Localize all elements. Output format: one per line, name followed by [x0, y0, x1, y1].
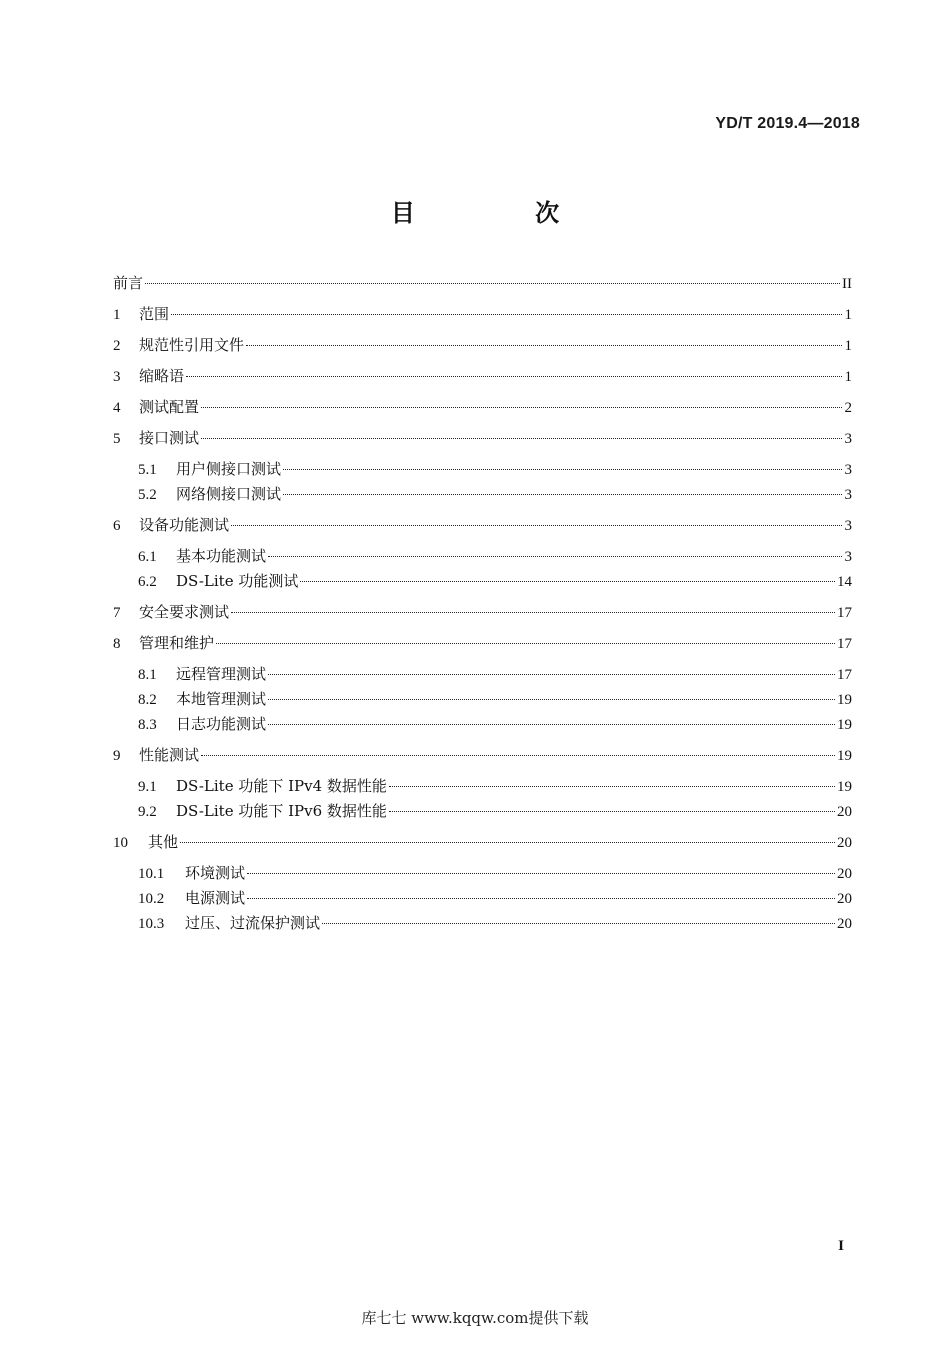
- toc-entry-label: 过压、过流保护测试: [185, 914, 321, 932]
- toc-entry-label: 日志功能测试: [176, 715, 267, 733]
- toc-leader-dots: [180, 842, 835, 843]
- toc-entry[interactable]: [138, 862, 852, 884]
- toc-entry-label: 测试配置: [139, 398, 200, 416]
- toc-entry-number: 7: [113, 605, 121, 621]
- toc-entry[interactable]: [138, 800, 852, 822]
- toc-entry[interactable]: [113, 831, 852, 853]
- toc-leader-dots: [268, 724, 835, 725]
- toc-leader-dots: [268, 556, 842, 557]
- toc-entry-page: 17: [837, 605, 852, 621]
- toc-entry-number: 3: [113, 369, 121, 385]
- toc-entry-label: 管理和维护: [139, 634, 215, 652]
- toc-leader-dots: [247, 873, 835, 874]
- toc-entry-number: 5.1: [138, 462, 157, 478]
- toc-entry-label: 用户侧接口测试: [176, 460, 282, 478]
- toc-entry-label: 安全要求测试: [139, 603, 230, 621]
- toc-entry-label: 远程管理测试: [176, 665, 267, 683]
- toc-entry-page: 2: [844, 400, 852, 416]
- page-number: I: [838, 1238, 844, 1254]
- toc-entry-number: 10.1: [138, 866, 165, 882]
- toc-entry-page: 19: [837, 692, 852, 708]
- document-code: YD/T 2019.4—2018: [715, 115, 860, 132]
- toc-entry-page: 19: [837, 717, 852, 733]
- toc-leader-dots: [389, 811, 835, 812]
- toc-entry-number: 8.1: [138, 667, 157, 683]
- toc-entry-label: 网络侧接口测试: [176, 485, 282, 503]
- toc-entry[interactable]: [138, 483, 852, 505]
- toc-entry-page: 3: [844, 518, 852, 534]
- toc-entry-number: 9: [113, 748, 121, 764]
- toc-entry-label: 规范性引用文件: [139, 336, 245, 354]
- toc-leader-dots: [201, 755, 835, 756]
- toc-entry-page: 20: [837, 916, 852, 932]
- toc-entry[interactable]: [113, 365, 852, 387]
- toc-entry-label: 环境测试: [185, 864, 246, 882]
- toc-entry-label: 范围: [139, 305, 170, 323]
- toc-entry[interactable]: [138, 887, 852, 909]
- toc-entry-number: 8: [113, 636, 121, 652]
- toc-entry-label: 性能测试: [139, 746, 200, 764]
- toc-entry-label: 前言: [113, 274, 144, 292]
- toc-leader-dots: [171, 314, 842, 315]
- toc-entry-page: 17: [837, 636, 852, 652]
- toc-entry-number: 6.2: [138, 574, 157, 590]
- toc-entry-number: 10: [113, 835, 128, 851]
- toc-entry[interactable]: [138, 458, 852, 480]
- toc-entry-page: 20: [837, 891, 852, 907]
- toc-leader-dots: [247, 898, 835, 899]
- toc-entry[interactable]: [113, 514, 852, 536]
- toc-entry-number: 4: [113, 400, 121, 416]
- toc-title: 目 次: [390, 199, 616, 227]
- download-source-note: 库七七 www.kqqw.com提供下载: [361, 1309, 589, 1327]
- toc-leader-dots: [283, 494, 842, 495]
- toc-entry-page: 14: [837, 574, 852, 590]
- toc-entry-page: II: [842, 276, 852, 292]
- toc-leader-dots: [268, 674, 835, 675]
- toc-entry-number: 6.1: [138, 549, 157, 565]
- toc-entry-label: DS-Lite 功能下 IPv4 数据性能: [176, 777, 387, 795]
- toc-entry-number: 9.2: [138, 804, 157, 820]
- toc-entry[interactable]: [138, 713, 852, 735]
- toc-entry[interactable]: [113, 632, 852, 654]
- toc-entry[interactable]: [113, 744, 852, 766]
- toc-leader-dots: [216, 643, 835, 644]
- toc-leader-dots: [283, 469, 842, 470]
- toc-entry[interactable]: [113, 427, 852, 449]
- toc-entry[interactable]: [113, 396, 852, 418]
- toc-leader-dots: [231, 612, 835, 613]
- toc-entry-page: 20: [837, 835, 852, 851]
- toc-entry-number: 5.2: [138, 487, 157, 503]
- toc-entry-label: DS-Lite 功能下 IPv6 数据性能: [176, 802, 387, 820]
- toc-entry-number: 10.2: [138, 891, 165, 907]
- toc-entry-number: 10.3: [138, 916, 165, 932]
- toc-entry-label: 设备功能测试: [139, 516, 230, 534]
- toc-entry-label: 接口测试: [139, 429, 200, 447]
- toc-entry-number: 2: [113, 338, 121, 354]
- toc-entry-page: 1: [844, 369, 852, 385]
- toc-entry-page: 20: [837, 804, 852, 820]
- toc-entry-number: 8.2: [138, 692, 157, 708]
- toc-entry[interactable]: [138, 775, 852, 797]
- toc-entry-page: 1: [844, 338, 852, 354]
- toc-entry[interactable]: [138, 570, 852, 592]
- toc-entry-label: 其他: [148, 833, 179, 851]
- toc-entry-label: DS-Lite 功能测试: [176, 572, 299, 590]
- toc-leader-dots: [231, 525, 842, 526]
- toc-entry[interactable]: [138, 912, 852, 934]
- toc-leader-dots: [389, 786, 835, 787]
- toc-entry-label: 缩略语: [139, 367, 185, 385]
- toc-entry-number: 6: [113, 518, 121, 534]
- toc-entry[interactable]: [113, 272, 852, 294]
- toc-leader-dots: [322, 923, 835, 924]
- toc-entry-number: 8.3: [138, 717, 157, 733]
- toc-entry[interactable]: [138, 688, 852, 710]
- toc-entry-label: 电源测试: [185, 889, 246, 907]
- toc-entry[interactable]: [113, 601, 852, 623]
- toc-leader-dots: [246, 345, 842, 346]
- toc-leader-dots: [186, 376, 842, 377]
- toc-entry-page: 3: [844, 462, 852, 478]
- toc-entry-label: 本地管理测试: [176, 690, 267, 708]
- toc-entry-page: 19: [837, 748, 852, 764]
- toc-entry-number: 5: [113, 431, 121, 447]
- toc-entry-page: 17: [837, 667, 852, 683]
- toc-entry[interactable]: [113, 303, 852, 325]
- toc-entry-page: 1: [844, 307, 852, 323]
- toc-entry-number: 9.1: [138, 779, 157, 795]
- toc-entry-page: 20: [837, 866, 852, 882]
- toc-entry-label: 基本功能测试: [176, 547, 267, 565]
- toc-entry-page: 3: [844, 431, 852, 447]
- toc-entry-page: 19: [837, 779, 852, 795]
- toc-entry-page: 3: [844, 487, 852, 503]
- toc-entry-number: 1: [113, 307, 121, 323]
- toc-entry[interactable]: [138, 545, 852, 567]
- toc-entry[interactable]: [113, 334, 852, 356]
- toc-entry[interactable]: [138, 663, 852, 685]
- toc-leader-dots: [145, 283, 840, 284]
- toc-leader-dots: [268, 699, 835, 700]
- toc-entry-page: 3: [844, 549, 852, 565]
- toc-leader-dots: [300, 581, 835, 582]
- toc-leader-dots: [201, 407, 842, 408]
- toc-leader-dots: [201, 438, 842, 439]
